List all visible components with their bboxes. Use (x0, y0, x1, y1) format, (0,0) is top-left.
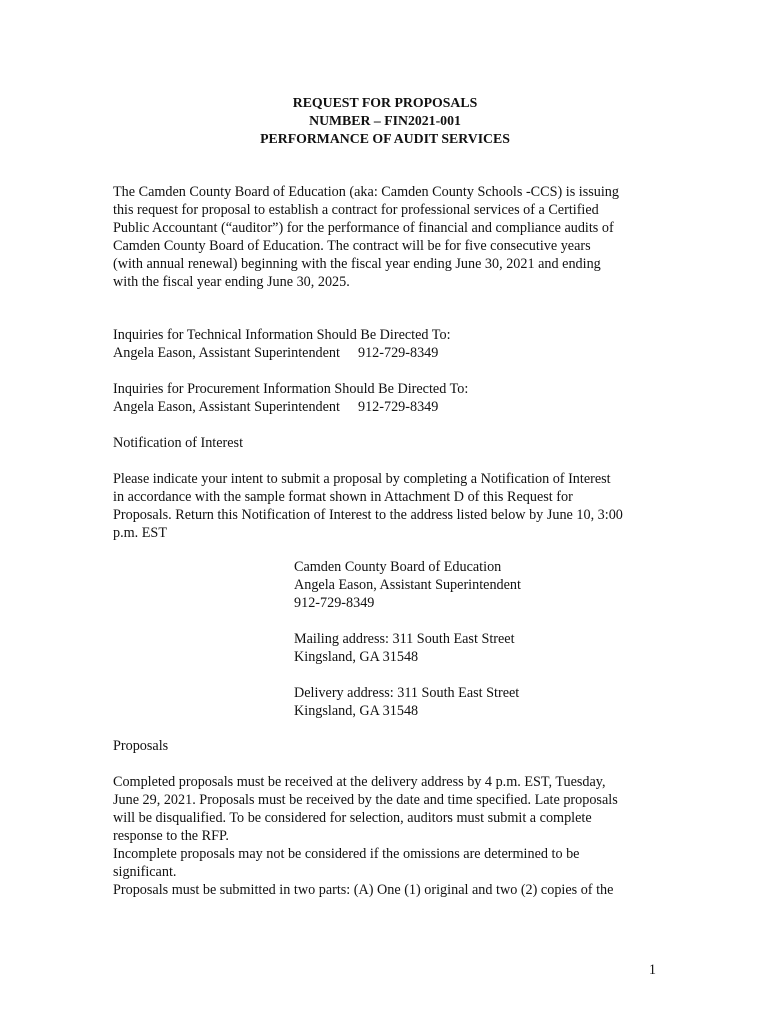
proposals-line: June 29, 2021. Proposals must be received by the date and time specified. Late proposals (113, 792, 618, 808)
mailing-address-line2: Kingsland, GA 31548 (294, 649, 419, 665)
notification-line: in accordance with the sample format shown in Attachment D of this Request for (113, 489, 573, 505)
proposals-paragraph (113, 773, 673, 899)
proposals-line: will be disqualified. To be considered for selection, auditors must submit a complete (113, 810, 592, 826)
delivery-address-line2: Kingsland, GA 31548 (294, 703, 419, 719)
intro-paragraph (113, 183, 673, 291)
intro-line: The Camden County Board of Education (aka: Camden County Schools -CCS) is issuing (113, 184, 619, 200)
proposals-line: Incomplete proposals may not be considered if the omissions are determined to be (113, 846, 580, 862)
procurement-contact-name: Angela Eason, Assistant Superintendent (113, 399, 340, 415)
intro-line: Camden County Board of Education. The contract will be for five consecutive years (113, 238, 591, 254)
address-org: Camden County Board of Education (294, 559, 502, 575)
title-line-number: NUMBER – FIN2021-001 (309, 113, 461, 128)
procurement-inquiries (113, 380, 673, 416)
technical-inquiries (113, 326, 673, 362)
delivery-address-line1: Delivery address: 311 South East Street (294, 685, 520, 701)
technical-contact-line (113, 344, 673, 362)
technical-contact-phone: 912-729-8349 (357, 345, 439, 361)
notification-line: p.m. EST (113, 525, 167, 541)
mailing-address-line1: Mailing address: 311 South East Street (294, 631, 515, 647)
title-line-rfp: REQUEST FOR PROPOSALS (292, 95, 478, 110)
technical-contact-name: Angela Eason, Assistant Superintendent (113, 345, 340, 361)
address-block-contact (294, 558, 674, 612)
procurement-inquiries-heading: Inquiries for Procurement Information Should Be Directed To: (113, 381, 469, 397)
notification-line: Please indicate your intent to submit a proposal by completing a Notification of Interest (113, 471, 611, 487)
address-block-delivery (294, 684, 674, 720)
notification-heading (113, 434, 673, 452)
intro-line: with the fiscal year ending June 30, 2025. (113, 274, 350, 290)
intro-line: (with annual renewal) beginning with the fiscal year ending June 30, 2021 and ending (113, 256, 601, 272)
page-number: 1 (648, 962, 656, 978)
intro-line: Public Accountant (“auditor”) for the performance of financial and compliance audits of (113, 220, 614, 236)
address-contact: Angela Eason, Assistant Superintendent (294, 577, 521, 593)
proposals-heading-text: Proposals (113, 738, 169, 754)
procurement-contact-line (113, 398, 673, 416)
proposals-heading (113, 737, 673, 755)
address-block-mailing (294, 630, 674, 666)
address-phone: 912-729-8349 (294, 595, 375, 611)
notification-paragraph (113, 470, 673, 542)
document-title (0, 94, 770, 148)
notification-heading-text: Notification of Interest (113, 435, 244, 451)
procurement-contact-phone: 912-729-8349 (357, 399, 439, 415)
proposals-line: Completed proposals must be received at the delivery address by 4 p.m. EST, Tuesday, (113, 774, 606, 790)
notification-line: Proposals. Return this Notification of Interest to the address listed below by June 10, 3:00 (113, 507, 623, 523)
intro-line: this request for proposal to establish a contract for professional services of a Certified (113, 202, 599, 218)
title-line-subject: PERFORMANCE OF AUDIT SERVICES (260, 131, 510, 146)
proposals-line: response to the RFP. (113, 828, 229, 844)
technical-inquiries-heading: Inquiries for Technical Information Should Be Directed To: (113, 327, 451, 343)
proposals-line: Proposals must be submitted in two parts: (A) One (1) original and two (2) copies of the (113, 882, 614, 898)
proposals-line: significant. (113, 864, 177, 880)
